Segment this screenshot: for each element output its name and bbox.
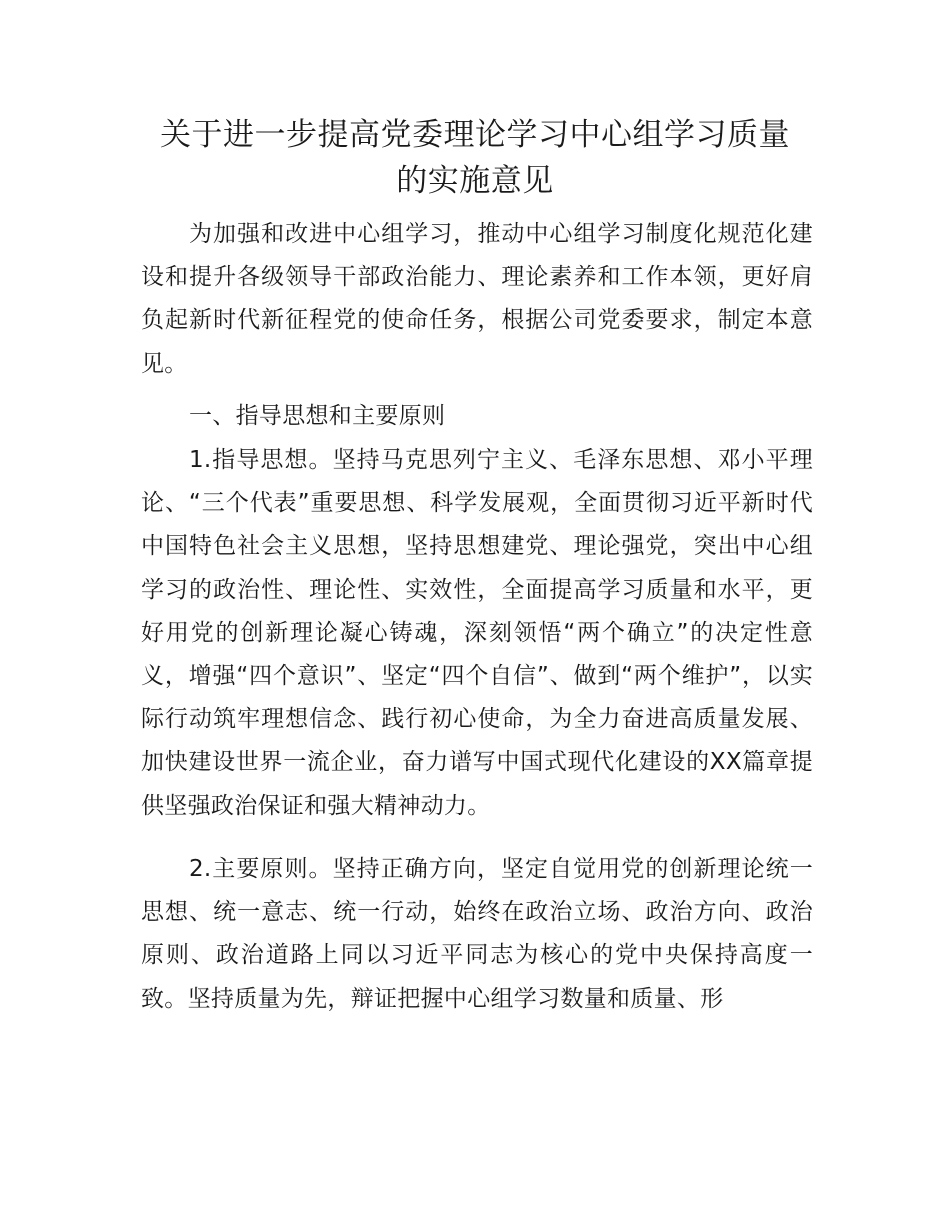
paragraph-guiding-ideology: 1.指导思想。坚持马克思列宁主义、毛泽东思想、邓小平理论、“三个代表”重要思想、科学发展观，全面贯彻习近平新时代中国特色社会主义思想，坚持思想建党、理论强党，突出中心组学习的政治性、理论性、实效性，全面提高学习质量和水平，更好用党的创新理论凝心铸魂，深刻领悟“两个确立”的决定性意义，增强“四个意识”、坚定“四个自信”、做到“两个维护”，以实际行动筑牢理想信念、践行初心使命，为全力奋进高质量发展、加快建设世界一流企业，奋力谱写中国式现代化建设的XX篇章提供坚强政治保证和强大精神动力。 (141, 447, 813, 819)
title-line-2: 的实施意见 (396, 163, 554, 199)
title-line-1: 关于进一步提高党委理论学习中心组学习质量 (160, 117, 790, 153)
paragraph-main-principles: 2.主要原则。坚持正确方向，坚定自觉用党的创新理论统一思想、统一意志、统一行动，始终在政治立场、政治方向、政治原则、政治道路上同以习近平同志为核心的党中央保持高度一致。坚持质量为先，辩证把握中心组学习数量和质量、形 (141, 856, 813, 1012)
section-heading-1: 一、指导思想和主要原则 (189, 403, 446, 429)
intro-paragraph: 为加强和改进中心组学习，推动中心组学习制度化规范化建设和提升各级领导干部政治能力、理论素养和工作本领，更好肩负起新时代新征程党的使命任务，根据公司党委要求，制定本意见。 (141, 221, 813, 377)
document-title (100, 112, 850, 204)
